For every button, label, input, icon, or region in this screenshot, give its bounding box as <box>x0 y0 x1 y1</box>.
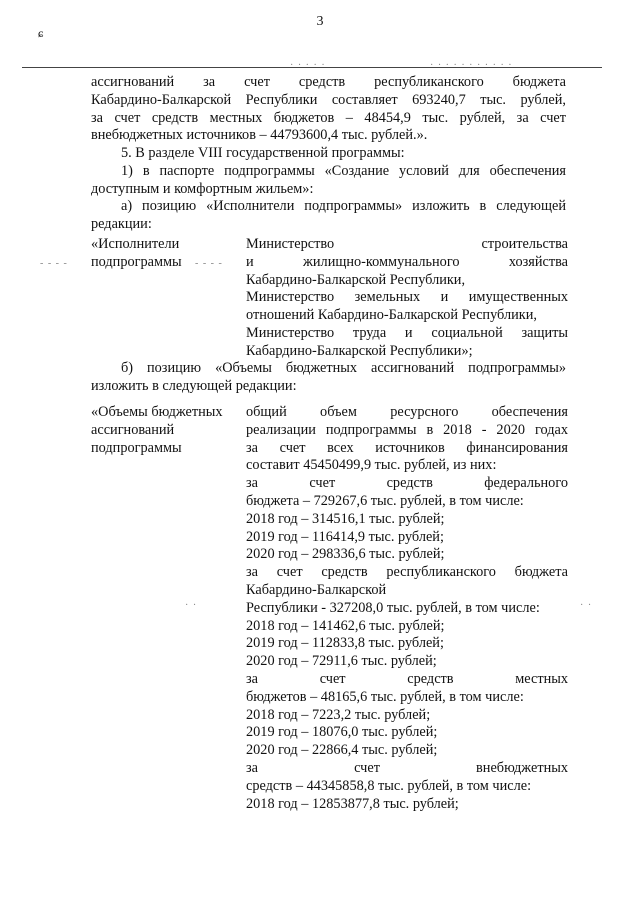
text-line: Кабардино-Балкарской <box>246 581 387 598</box>
text-line: 2019 год – 18076,0 тыс. рублей; <box>246 724 438 741</box>
text-line: б) позицию «Объемы бюджетных ассигнований подпрограммы» <box>121 360 566 376</box>
top-paragraph <box>91 74 566 145</box>
text-line: бюджета – 729267,6 тыс. рублей, в том числе: <box>246 492 524 509</box>
item-b <box>91 360 566 396</box>
text-line: подпрограммы <box>91 439 182 456</box>
volumes-label <box>91 404 241 457</box>
text-line: 2018 год – 314516,1 тыс. рублей; <box>246 510 445 527</box>
text-line: общий объем ресурсного обеспечения <box>246 404 568 420</box>
text-line: ассигнований за счет средств республиканского бюджета <box>91 74 566 90</box>
text-line: 2020 год – 72911,6 тыс. рублей; <box>246 653 437 670</box>
text-line: и жилищно-коммунального хозяйства <box>246 253 568 270</box>
text-line: средств – 44345858,8 тыс. рублей, в том числе: <box>246 777 532 794</box>
text-line: Кабардино-Балкарской Республики»; <box>246 342 473 359</box>
page-number: 3 <box>316 14 324 29</box>
text-line: а) позицию «Исполнители подпрограммы» изложить в следующей <box>121 198 566 214</box>
text-line: за счет всех источников финансирования <box>246 439 568 456</box>
scan-noise: - - - - <box>195 258 223 269</box>
text-line: 2019 год – 116414,9 тыс. рублей; <box>246 528 444 545</box>
text-line: Министерство строительства <box>246 236 568 252</box>
scan-mark: ɕ <box>38 26 44 40</box>
item-5: 5. В разделе VIII государственной программы: <box>121 145 405 161</box>
volumes-value <box>246 404 568 813</box>
text-line: Кабардино-Балкарской Республики составляет 693240,7 тыс. рублей, <box>91 91 566 108</box>
text-line: 2018 год – 7223,2 тыс. рублей; <box>246 706 431 723</box>
scan-noise: · · · · · <box>290 60 326 71</box>
text-line: редакции: <box>91 215 152 232</box>
text-line: 2020 год – 22866,4 тыс. рублей; <box>246 742 438 759</box>
text-line: 2018 год – 141462,6 тыс. рублей; <box>246 617 445 634</box>
text-line: подпрограммы <box>91 253 182 270</box>
text-line: за счет средств местных бюджетов – 48454,9 тыс. рублей, за счет <box>91 109 566 126</box>
text-line: «Исполнители <box>91 236 180 252</box>
text-line: Республики - 327208,0 тыс. рублей, в том числе: <box>246 599 540 616</box>
text-line: 2018 год – 12853877,8 тыс. рублей; <box>246 795 459 812</box>
text-line: Министерство труда и социальной защиты <box>246 324 568 341</box>
item-1 <box>91 163 566 199</box>
text-line: 2020 год – 298336,6 тыс. рублей; <box>246 546 445 563</box>
scan-noise: · · <box>580 600 593 611</box>
text-line: Кабардино-Балкарской Республики, <box>246 271 466 288</box>
text-line: «Объемы бюджетных <box>91 404 223 420</box>
text-line: 1) в паспорте подпрограммы «Создание условий для обеспечения <box>121 163 566 179</box>
text-line: изложить в следующей редакции: <box>91 377 297 394</box>
text-line: за счет средств федерального <box>246 475 568 492</box>
text-line: ассигнований <box>91 421 175 438</box>
item-a <box>91 198 566 234</box>
text-line: за счет средств местных <box>246 670 568 687</box>
scan-noise: · · <box>185 600 198 611</box>
text-line: реализации подпрограммы в 2018 - 2020 годах <box>246 421 568 438</box>
text-line: за счет внебюджетных <box>246 759 568 776</box>
text-line: бюджетов – 48165,6 тыс. рублей, в том числе: <box>246 688 524 705</box>
text-line: отношений Кабардино-Балкарской Республики, <box>246 307 537 324</box>
scan-noise: - - - - <box>40 258 68 269</box>
text-line: Министерство земельных и имущественных <box>246 289 568 306</box>
executors-value <box>246 236 568 361</box>
text-line: составит 45450499,9 тыс. рублей, из них: <box>246 457 497 474</box>
text-line: внебюджетных источников – 44793600,4 тыс. рублей.». <box>91 127 428 144</box>
text-line: доступным и комфортным жильем»: <box>91 180 314 197</box>
scan-noise: · · · · · · · · · · · <box>430 60 513 71</box>
text-line: за счет средств республиканского бюджета <box>246 564 568 581</box>
text-line: 2019 год – 112833,8 тыс. рублей; <box>246 635 444 652</box>
